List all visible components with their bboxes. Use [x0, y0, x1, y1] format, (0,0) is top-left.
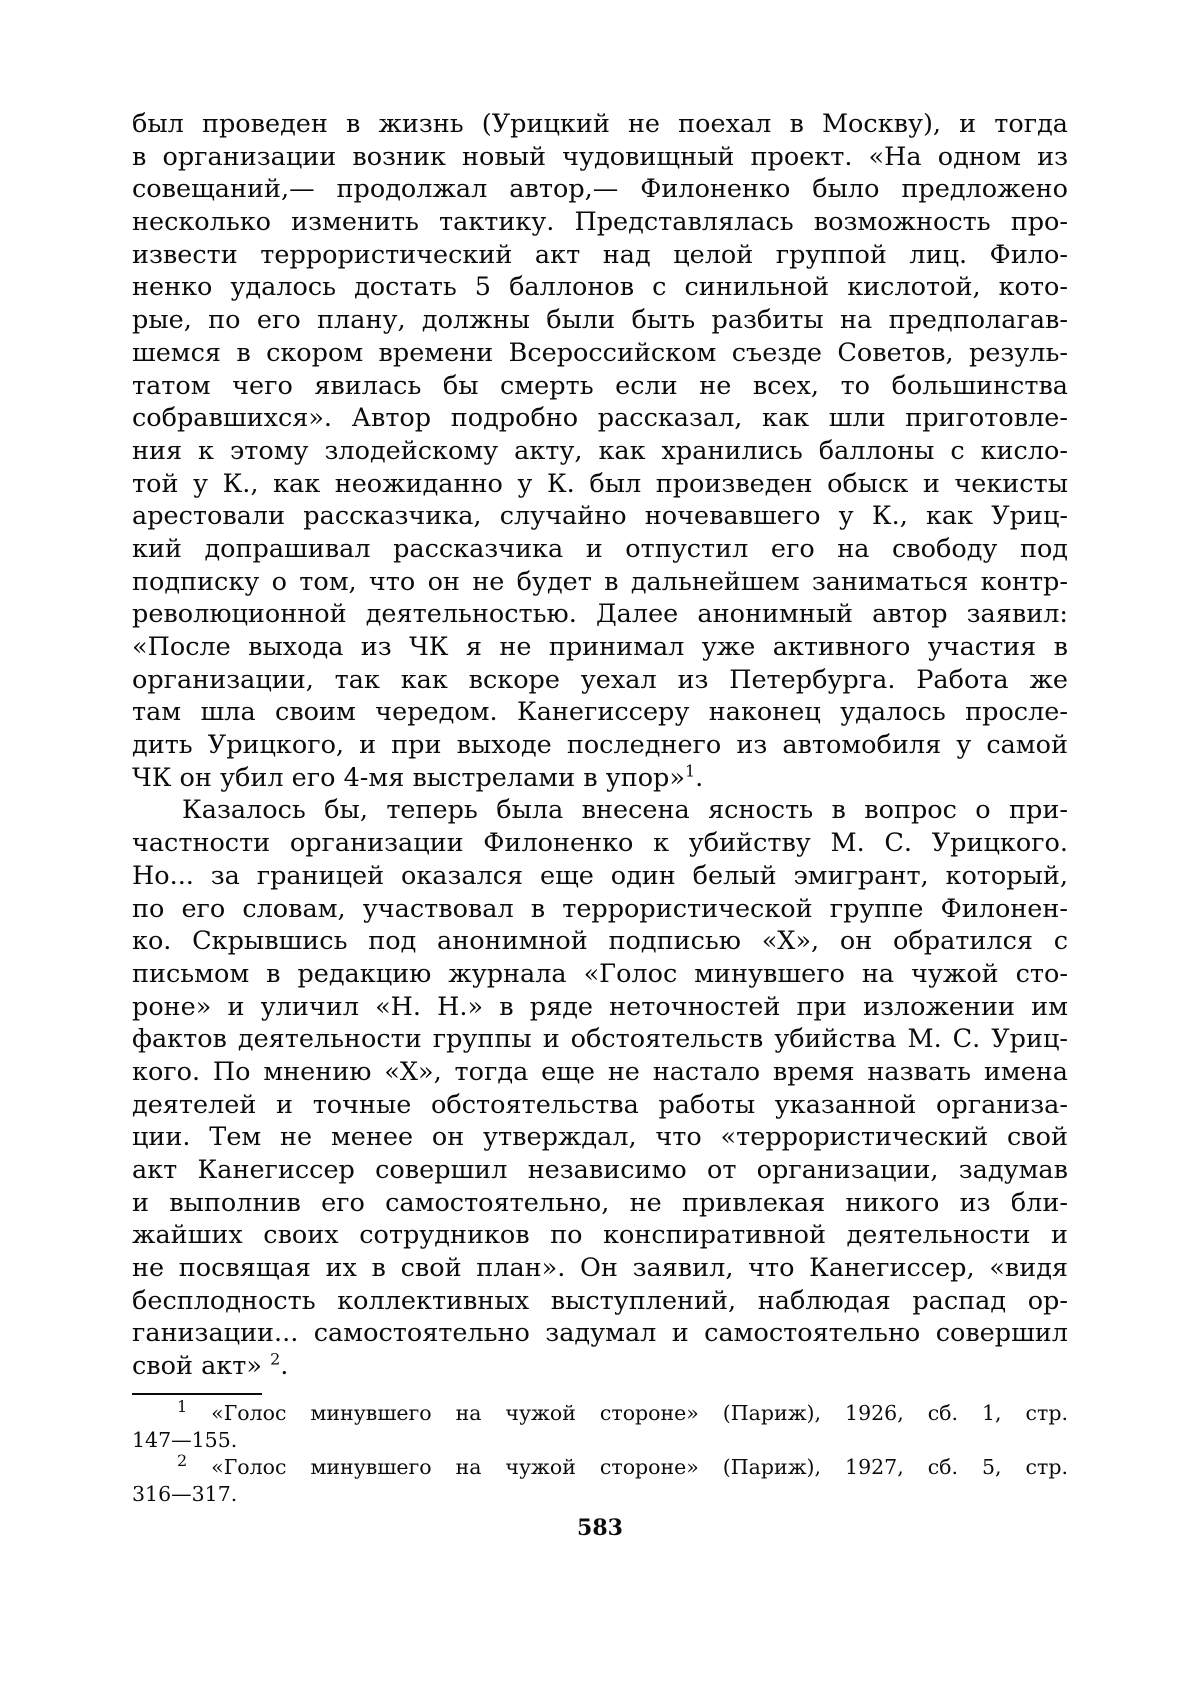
page-number: 583 [577, 1515, 623, 1541]
text-line: татом чего явилась бы смерть если не всех, то большинства [132, 370, 1068, 401]
text-line: революционной деятельностью. Далее анонимный автор заявил: [132, 599, 1068, 630]
text-line: арестовали рассказчика, случайно ночевавшего у К., как Уриц- [132, 501, 1068, 532]
text-line: частности организации Филоненко к убийству М. С. Урицкого. [132, 828, 1068, 859]
text-line: ции. Тем не менее он утверждал, что «террористический свой [132, 1122, 1068, 1153]
footnote-2 [132, 1454, 1068, 1481]
text-line: кий допрашивал рассказчика и отпустил его на свободу под [132, 533, 1068, 564]
text-line: по его словам, участвовал в террористической группе Филонен- [132, 893, 1068, 924]
text-line: кого. По мнению «X», тогда еще не настало время назвать имена [132, 1056, 1068, 1087]
text-line: письмом в редакцию журнала «Голос минувшего на чужой сто- [132, 958, 1068, 989]
text-line: роне» и уличил «Н. Н.» в ряде неточностей при изложении им [132, 991, 1068, 1022]
text-line: бесплодность коллективных выступлений, наблюдая распад ор- [132, 1285, 1068, 1316]
text-line: организации, так как вскоре уехал из Петербурга. Работа же [132, 664, 1068, 695]
footnote-ref-2[interactable]: 2 [270, 1350, 281, 1369]
footnote-1-continuation: 147—155. [132, 1428, 238, 1452]
text-line: ганизации... самостоятельно задумал и самостоятельно совершил [132, 1318, 1068, 1349]
body-text [132, 108, 1068, 1383]
text-line: рые, по его плану, должны были быть разбиты на предполагав- [132, 305, 1068, 336]
text-line: извести террористический акт над целой группой лиц. Фило- [132, 239, 1068, 270]
text-line: не посвящая их в свой план». Он заявил, что Канегиссер, «видя [132, 1253, 1068, 1284]
paragraph-end-line: ЧК он убил его 4-мя выстрелами в упор»$^1$. [132, 761, 704, 793]
paragraph-end-line: свой акт» $^2$. [132, 1350, 289, 1382]
text-line: «После выхода из ЧК я не принимал уже активного участия в [132, 632, 1068, 662]
text-line: дить Урицкого, и при выходе последнего из автомобиля у самой [132, 730, 1068, 761]
text-line: несколько изменить тактику. Представлялась возможность про- [132, 207, 1068, 238]
text-line: там шла своим чередом. Канегиссеру наконец удалось просле- [132, 697, 1068, 728]
footnote-ref-1[interactable]: 1 [684, 761, 696, 781]
text-line: в организации возник новый чудовищный проект. «На одном из [132, 141, 1068, 172]
paragraph-start-line: Казалось бы, теперь была внесена ясность в вопрос о при- [182, 795, 1068, 826]
text-line: совещаний,— продолжал автор,— Филоненко было предложено [132, 174, 1068, 205]
text-line: акт Канегиссер совершил независимо от организации, задумав [132, 1155, 1068, 1185]
text-line: деятелей и точные обстоятельства работы указанной организа- [132, 1089, 1068, 1120]
footnote-text: «Голос минувшего на чужой стороне» (Париж), 1926, сб. 1, стр. [211, 1401, 1068, 1425]
text-line: фактов деятельности группы и обстоятельств убийства М. С. Уриц- [132, 1024, 1068, 1055]
text-line: той у К., как неожиданно у К. был произведен обыск и чекисты [132, 468, 1068, 499]
text-line: шемся в скором времени Всероссийском съезде Советов, резуль- [132, 337, 1068, 368]
text-span: свой акт» [132, 1351, 262, 1382]
text-line: собравшихся». Автор подробно рассказал, как шли приготовле- [132, 403, 1068, 434]
footnote-2-continuation: 316—317. [132, 1482, 238, 1506]
footnote-marker: 1 [177, 1400, 188, 1417]
text-line: жайших своих сотрудников по конспиративной деятельности и [132, 1220, 1068, 1251]
text-line: Но... за границей оказался еще один белый эмигрант, который, [132, 860, 1068, 891]
text-line: ния к этому злодейскому акту, как хранились баллоны с кисло- [132, 435, 1068, 466]
footnote-1 [132, 1400, 1068, 1427]
text-span: ЧК он убил его 4-мя выстрелами в упор» [132, 762, 685, 793]
footnote-marker: 2 [177, 1454, 188, 1471]
footnote-separator [132, 1393, 262, 1395]
text-line: был проведен в жизнь (Урицкий не поехал в Москву), и тогда [132, 109, 1068, 139]
footnotes [132, 1400, 1068, 1508]
text-line: и выполнив его самостоятельно, не привлекая никого из бли- [132, 1187, 1068, 1218]
text-line: ненко удалось достать 5 баллонов с синильной кислотой, кото- [132, 272, 1068, 303]
footnote-text: «Голос минувшего на чужой стороне» (Париж), 1927, сб. 5, стр. [211, 1455, 1068, 1479]
text-line: подписку о том, что он не будет в дальнейшем заниматься контр- [132, 566, 1068, 597]
text-line: ко. Скрывшись под анонимной подписью «X», он обратился с [132, 926, 1068, 957]
